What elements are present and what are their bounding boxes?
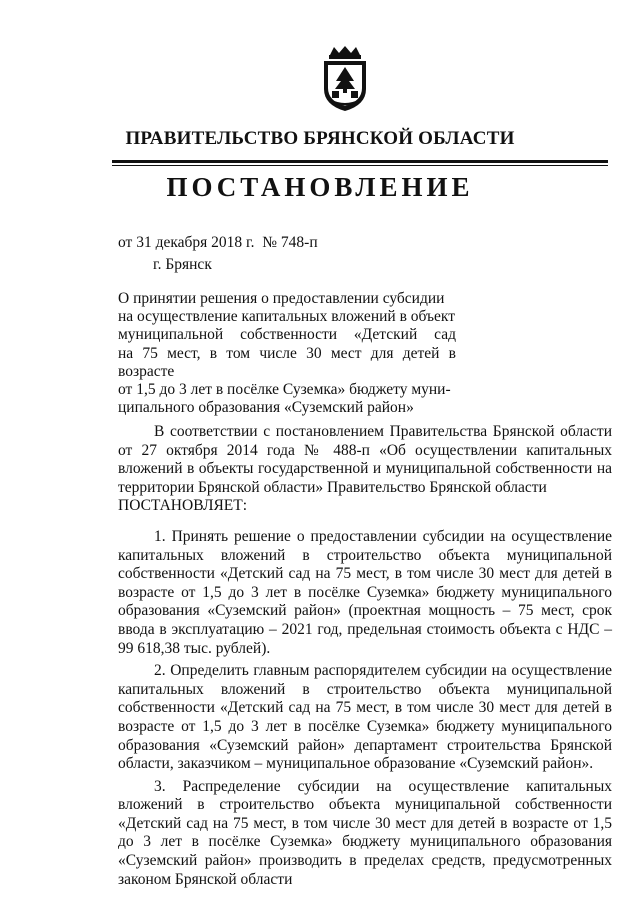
resolution-item-3: 3. Распределение субсидии на осуществление капитальных вложений в строительство объекта муниципальной собственности «Детский сад на 75 мест, в том числе 30 мест для детей в возрасте от 1,5 до 3 лет в посёлке Суземка» бюджету муниципального образования «Суземский район» производить в пределах средств, предусмотренных законом Брянской области [118, 777, 612, 888]
subject-line: на осуществление капитальных вложений в объект [118, 308, 456, 326]
resolution-item-2: 2. Определить главным распорядителем субсидии на осуществление капитальных вложений в строительство объекта муниципальной собственности «Детский сад на 75 мест, в том числе 30 мест для детей в возрасте от 1,5 до 3 лет в посёлке Суземка» бюджету муниципального образования «Суземский район» департамент строительства Брянской области, заказчиком – муниципальное образование «Суземский район». [118, 662, 612, 773]
coat-of-arms-icon [318, 45, 372, 113]
preamble-paragraph: В соответствии с постановлением Правительства Брянской области от 27 октября 2014 года № 488-п «Об осуществлении капитальных вложений в объекты государственной и муниципальной собственности на территории Брянской области» Правительство Брянской области [118, 423, 612, 496]
resolves-word: ПОСТАНОВЛЯЕТ: [118, 497, 248, 515]
subject-line: на 75 мест, в том числе 30 мест для детей в возрасте [118, 344, 456, 380]
subject-line: О принятии решения о предоставлении субсидии [118, 290, 445, 307]
document-body [118, 423, 612, 893]
document-date-number: от 31 декабря 2018 г. № 748-п [118, 234, 318, 251]
document-city: г. Брянск [153, 256, 212, 273]
header-rule-thick [112, 160, 608, 163]
document-type-heading: ПОСТАНОВЛЕНИЕ [166, 172, 474, 202]
subject-line: муниципальной собственности «Детский сад [118, 326, 456, 344]
resolution-item-1: 1. Принять решение о предоставлении субсидии на осуществление капитальных вложений в строительство объекта муниципальной собственности «Детский сад на 75 мест, в том числе 30 мест для детей в возрасте от 1,5 до 3 лет в посёлке Суземка» бюджету муниципального образования «Суземский район» (проектная мощность – 75 мест, срок ввода в эксплуатацию – 2021 год, предельная стоимость объекта с НДС – 99 618,38 тыс. рублей). [118, 527, 612, 657]
header-rule-thin [112, 165, 608, 166]
organization-title: ПРАВИТЕЛЬСТВО БРЯНСКОЙ ОБЛАСТИ [125, 128, 515, 149]
document-subject [118, 290, 456, 417]
subject-line: от 1,5 до 3 лет в посёлке Суземка» бюджету муни- [118, 381, 451, 399]
subject-line: ципального образования «Суземский район» [118, 399, 414, 417]
